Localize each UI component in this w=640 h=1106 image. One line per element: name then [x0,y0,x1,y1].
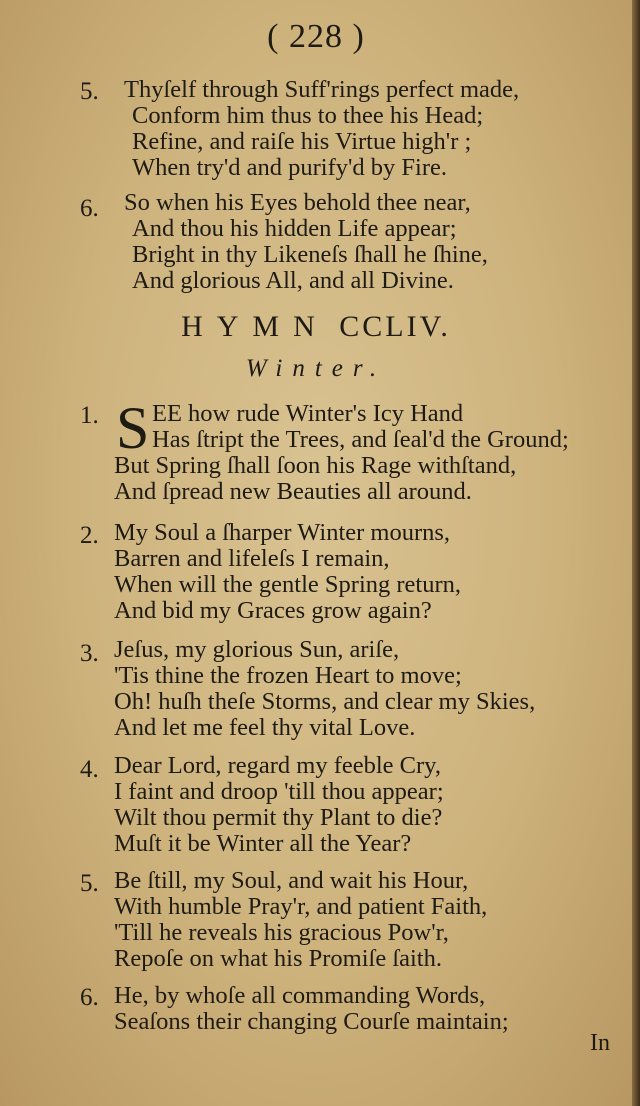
verse-line: My Soul a ſharper Winter mourns, [114,519,451,546]
verse-line: 'Till he reveals his gracious Pow'r, [114,919,449,946]
verse-line: Be ſtill, my Soul, and wait his Hour, [114,867,469,894]
verse-line: He, by whoſe all commanding Words, [114,982,486,1009]
verse-line: Dear Lord, regard my feeble Cry, [114,752,441,779]
verse-line: And thou his hidden Life appear; [132,215,457,242]
verse-line: So when his Eyes behold thee near, [124,189,471,216]
hymn-subtitle: Winter. [245,355,387,382]
verse-line: Thyſelf through Suff'rings perfect made, [124,76,520,103]
verse-line: And glorious All, and all Divine. [132,267,454,294]
hymn-title-number: CCLIV. [339,310,451,343]
verse-number: 5. [80,78,99,105]
drop-cap: S [116,395,150,461]
verse-line: But Spring ſhall ſoon his Rage withſtand, [114,452,517,479]
verse-line: With humble Pray'r, and patient Faith, [114,893,488,920]
verse-line: Jeſus, my glorious Sun, ariſe, [114,636,400,663]
verse-line: When try'd and purify'd by Fire. [132,154,448,181]
verse-line: Barren and lifeleſs I remain, [114,545,390,572]
verse-line: I faint and droop 'till thou appear; [114,778,444,805]
verse-line: EE how rude Winter's Icy Hand [152,400,464,427]
verse-number: 5. [80,870,99,897]
verse-line: Seaſons their changing Courſe maintain; [114,1008,509,1035]
verse-line: 'Tis thine the frozen Heart to move; [114,662,462,689]
verse-number: 1. [80,402,99,429]
hymn-title-prefix: HYMN [181,310,329,343]
verse-line: And let me feel thy vital Love. [114,714,416,741]
verse-line: When will the gentle Spring return, [114,571,461,598]
verse-number: 6. [80,195,99,222]
verse-line: And ſpread new Beauties all around. [114,478,472,505]
verse-line: Bright in thy Likeneſs ſhall he ſhine, [132,241,488,268]
verse-number: 6. [80,984,99,1011]
verse-line: Conform him thus to thee his Head; [132,102,484,129]
page-number: ( 228 ) [267,18,365,55]
hymn-title [0,310,632,344]
catchword: In [590,1030,610,1056]
verse-line: Muſt it be Winter all the Year? [114,830,412,857]
verse-line: And bid my Graces grow again? [114,597,432,624]
verse-line: Has ſtript the Trees, and ſeal'd the Ground; [152,426,569,453]
verse-line: Repoſe on what his Promiſe ſaith. [114,945,442,972]
verse-number: 4. [80,756,99,783]
book-edge [632,0,640,1106]
verse-number: 3. [80,640,99,667]
verse-number: 2. [80,522,99,549]
verse-line: Oh! huſh theſe Storms, and clear my Skies, [114,688,536,715]
verse-line: Refine, and raiſe his Virtue high'r ; [132,128,472,155]
verse-line: Wilt thou permit thy Plant to die? [114,804,443,831]
